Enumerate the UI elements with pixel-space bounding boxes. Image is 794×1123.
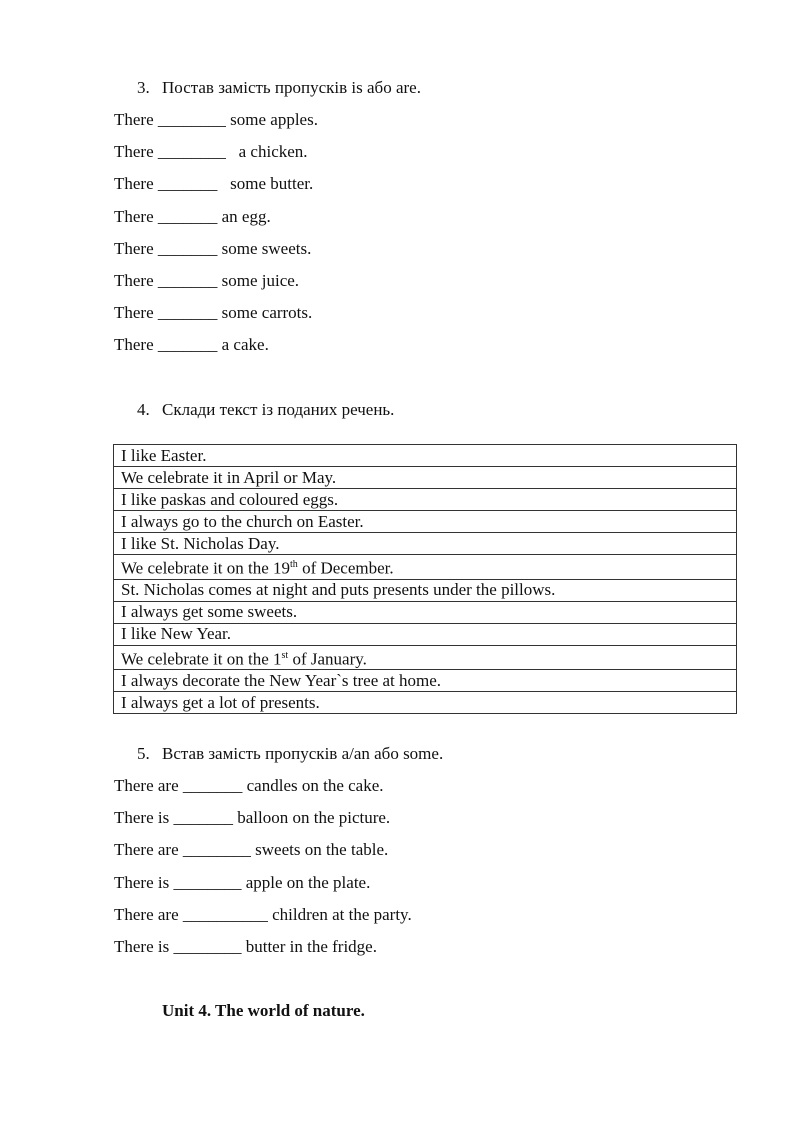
task3-lines [114, 109, 318, 367]
table-row [114, 467, 737, 489]
sentence-text: We celebrate it on the 19 [121, 558, 291, 578]
task3-line: There _______ some butter. [114, 174, 314, 194]
sentence-cell: I always decorate the New Year`s tree at home. [114, 670, 737, 692]
task3-heading [137, 77, 421, 99]
table-row [114, 511, 737, 533]
sentence-cell: I like paskas and coloured eggs. [114, 489, 737, 511]
task5-number: 5. [137, 744, 150, 763]
task3-line: There _______ some carrots. [114, 303, 313, 323]
table-row [114, 489, 737, 511]
sentence-cell: I like St. Nicholas Day. [114, 533, 737, 555]
ordinal-suffix: th [290, 559, 298, 570]
sentence-cell [114, 555, 737, 580]
task3-line: There _______ an egg. [114, 206, 271, 226]
sentence-cell: I like Easter. [114, 445, 737, 467]
task4-instruction: Склади текст із поданих речень. [162, 400, 395, 419]
task5-line: There are ________ sweets on the table. [114, 840, 389, 860]
task5-line: There is ________ apple on the plate. [114, 872, 371, 892]
task3-line: There _______ a cake. [114, 335, 269, 355]
task5-line: There are _______ candles on the cake. [114, 776, 384, 795]
task3-instruction: Постав замість пропусків is або are. [162, 78, 421, 97]
sentence-cell: We celebrate it in April or May. [114, 467, 737, 489]
sentence-cell [114, 645, 737, 670]
task3-line: There ________ a chicken. [114, 142, 308, 162]
table-row [114, 533, 737, 555]
ordinal-suffix: st [281, 649, 289, 661]
task3-line: There _______ some sweets. [114, 238, 312, 258]
unit-title: Unit 4. The world of nature. [162, 1001, 365, 1020]
sentence-cell: I always get a lot of presents. [114, 692, 737, 714]
sentence-text: of January. [288, 649, 367, 669]
task4-heading [137, 399, 394, 421]
task3-number: 3. [137, 78, 150, 97]
task5-lines [114, 775, 412, 968]
task5-line: There are __________ children at the party. [114, 904, 412, 924]
sentence-text: of December. [297, 558, 394, 578]
table-row [114, 555, 737, 580]
task5-line: There is ________ butter in the fridge. [114, 936, 377, 956]
task5-heading [137, 743, 443, 765]
sentence-cell: I always get some sweets. [114, 601, 737, 623]
task4-number: 4. [137, 400, 150, 419]
task5-line: There is _______ balloon on the picture. [114, 808, 391, 828]
sentence-cell: I like New Year. [114, 623, 737, 645]
table-row [114, 579, 737, 601]
task5-instruction: Встав замість пропусків a/an або some. [162, 744, 444, 763]
sentence-text: We celebrate it on the 1 [121, 649, 282, 669]
table-row [114, 623, 737, 645]
sentences-table [113, 444, 737, 714]
table-row [114, 692, 737, 714]
table-row [114, 670, 737, 692]
table-row [114, 601, 737, 623]
task3-line: There ________ some apples. [114, 110, 318, 129]
table-row [114, 445, 737, 467]
sentence-cell: I always go to the church on Easter. [114, 511, 737, 533]
task3-line: There _______ some juice. [114, 270, 300, 290]
table-row [114, 645, 737, 670]
sentence-cell: St. Nicholas comes at night and puts presents under the pillows. [114, 579, 737, 601]
